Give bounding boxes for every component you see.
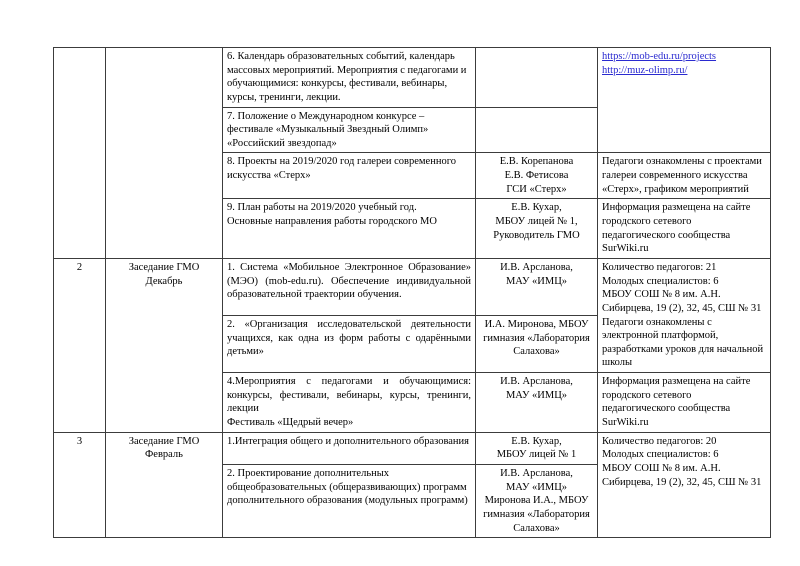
cell-topic: 1.Интеграция общего и дополнительного образования: [223, 432, 476, 464]
cell-number-empty: [54, 48, 106, 259]
speaker-name: Е.В. Кухар,: [511, 435, 562, 447]
cell-topic: 6. Календарь образовательных событий, календарь массовых мероприятий. Мероприятия с педагогами и обучающимися: конкурсы, фестивали, вебинары, курсы, тренинги, лекции.: [223, 48, 476, 108]
cell-speaker: [476, 373, 598, 433]
speaker-org: МБОУ лицей № 1: [496, 449, 577, 461]
cell-result: [598, 258, 771, 372]
result-line: МБОУ СОШ № 8 им. А.Н. Сибирцева, 19 (2), 32, 45, СШ № 31: [602, 289, 762, 314]
topic-line: 4.Мероприятия с педагогами и обучающимися: конкурсы, фестивали, вебинары, курсы, тренинги, лекции: [227, 376, 471, 415]
topic-line: Основные направления работы городского МО: [227, 216, 437, 228]
schedule-table: [53, 47, 771, 538]
speaker-name: Е.В. Фетисова: [504, 170, 569, 182]
cell-speaker: [476, 258, 598, 315]
cell-topic: 2. «Организация исследовательской деятельности учащихся, как одна из форм работы с одарёнными детьми»: [223, 316, 476, 373]
meeting-title: Заседание ГМО: [128, 435, 200, 447]
cell-speaker: [476, 464, 598, 537]
topic-festival: Фестиваль «Щедрый вечер»: [227, 417, 354, 429]
cell-result: Педагоги ознакомлены с проектами галереи современного искусства «Стерх», графиком мероприятий: [598, 153, 771, 199]
table-row: [54, 258, 771, 315]
result-line: Количество педагогов: 21: [602, 261, 717, 273]
link-mob-edu[interactable]: https://mob-edu.ru/projects: [602, 51, 717, 62]
cell-topic: 8. Проекты на 2019/2020 год галереи современного искусства «Стерх»: [223, 153, 476, 199]
cell-topic: 2. Проектирование дополнительных общеобразовательных (общеразвивающих) программ дополнительного образования (модульных программ): [223, 464, 476, 537]
cell-number: 2: [54, 258, 106, 432]
speaker-org: МАУ «ИМЦ»: [505, 481, 568, 493]
link-muz-olimp[interactable]: http://muz-olimp.ru/: [602, 64, 688, 76]
speaker-org: МБОУ лицей № 1,: [495, 216, 578, 228]
cell-speaker: [476, 199, 598, 259]
cell-speaker: [476, 432, 598, 464]
cell-topic: 7. Положение о Международном конкурсе – фестивале «Музыкальный Звездный Олимп» «Российский звездопад»: [223, 107, 476, 153]
speaker-org: МАУ «ИМЦ»: [505, 389, 568, 401]
result-line: Количество педагогов: 20: [602, 435, 717, 447]
cell-topic: [223, 199, 476, 259]
cell-meeting: [106, 432, 223, 537]
table-row: [54, 432, 771, 464]
cell-topic: 1. Система «Мобильное Электронное Образование» (МЭО) (mob-edu.ru). Обеспечение индивидуальной образовательной траектории обучения.: [223, 258, 476, 315]
cell-number: 3: [54, 432, 106, 537]
cell-result: [598, 432, 771, 537]
cell-speaker: [476, 153, 598, 199]
cell-speaker-empty: [476, 107, 598, 153]
result-line: Молодых специалистов: 6: [602, 275, 719, 287]
cell-speaker-empty: [476, 48, 598, 108]
topic-line: 9. План работы на 2019/2020 учебный год.: [227, 202, 417, 214]
cell-meeting-empty: [106, 48, 223, 259]
speaker-name: Е.В. Корепанова: [499, 156, 574, 168]
result-line: Педагоги ознакомлены с электронной платформой, разработками уроков для начальной школы: [602, 316, 764, 369]
speaker-name: И.В. Арсланова,: [500, 261, 573, 273]
table-row: [54, 48, 771, 108]
speaker-org: МАУ «ИМЦ»: [505, 275, 568, 287]
speaker-name: Е.В. Кухар,: [511, 202, 562, 214]
meeting-month: Декабрь: [145, 275, 183, 287]
speaker-name: И.А. Миронова, МБОУ гимназия «Лаборатория Салахова»: [483, 319, 590, 358]
cell-result: Информация размещена на сайте городского сетевого педагогического сообщества SurWiki.ru: [598, 199, 771, 259]
meeting-title: Заседание ГМО: [128, 261, 200, 273]
speaker-org: ГСИ «Стерх»: [506, 183, 567, 195]
speaker-name-secondary: Миронова И.А., МБОУ гимназия «Лаборатория Салахова»: [483, 495, 590, 534]
result-line: Молодых специалистов: 6: [602, 449, 719, 461]
cell-result-links: [598, 48, 771, 153]
cell-meeting: [106, 258, 223, 432]
cell-result: Информация размещена на сайте городского сетевого педагогического сообщества SurWiki.ru: [598, 373, 771, 433]
cell-speaker: [476, 316, 598, 373]
speaker-role: Руководитель ГМО: [493, 229, 580, 241]
meeting-month: Февраль: [145, 449, 183, 461]
speaker-name: И.В. Арсланова,: [500, 376, 573, 388]
speaker-name: И.В. Арсланова,: [500, 467, 573, 479]
result-line: МБОУ СОШ № 8 им. А.Н. Сибирцева, 19 (2), 32, 45, СШ № 31: [602, 462, 762, 488]
cell-topic: [223, 373, 476, 433]
